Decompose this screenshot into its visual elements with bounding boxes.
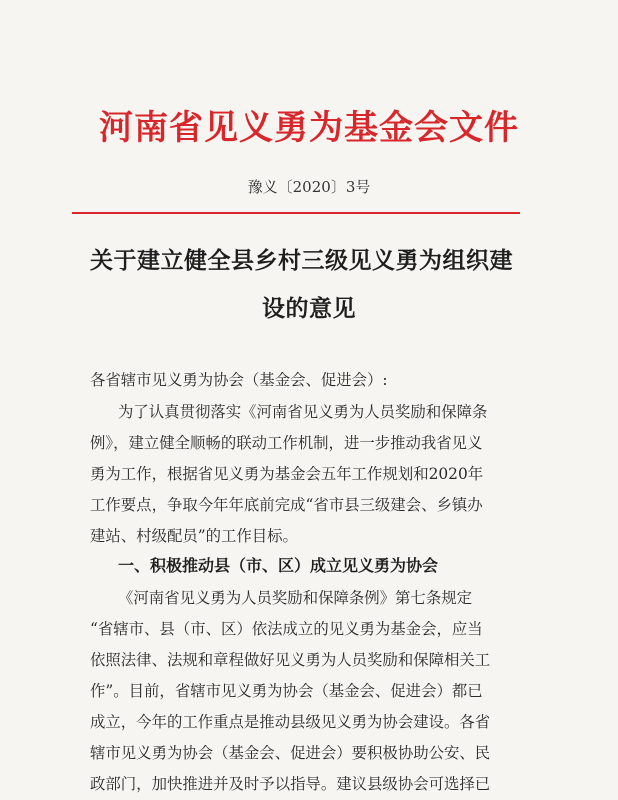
- intro-line: 为了认真贯彻落实《河南省见义勇为人员奖励和保障条: [118, 403, 488, 421]
- section1-line: “省辖市、县（市、区）依法成立的见义勇为基金会，应当: [90, 620, 483, 638]
- intro-line: 建站、村级配员”的工作目标。: [90, 527, 298, 545]
- section1-line: 依照法律、法规和章程做好见义勇为人员奖励和保障相关工: [90, 651, 491, 669]
- document-number: 豫义〔2020〕3号: [247, 178, 371, 196]
- section1-line: 作”。目前，省辖市见义勇为协会（基金会、促进会）都已: [90, 682, 483, 700]
- intro-line: 勇为工作，根据省见义勇为基金会五年工作规划和2020年: [90, 465, 484, 483]
- section1-line: 《河南省见义勇为人员奖励和保障条例》第七条规定: [118, 589, 472, 607]
- section1-line: 辖市见义勇为协会（基金会、促进会）要积极协助公安、民: [90, 744, 491, 762]
- document-title-line-2: 设的意见: [262, 295, 356, 322]
- section1-line: 政部门，加快推进并及时予以指导。建议县级协会可选择已: [90, 775, 491, 793]
- section-heading-1: 一、积极推动县（市、区）成立见义勇为协会: [118, 556, 439, 575]
- intro-line: 例》，建立健全顺畅的联动工作机制，进一步推动我省见义: [90, 434, 483, 452]
- red-divider-line: [72, 212, 520, 214]
- org-header-title: 河南省见义勇为基金会文件: [99, 108, 519, 148]
- section1-line: 成立，今年的工作重点是推动县级见义勇为协会建设。各省: [90, 713, 491, 731]
- document-title-line-1: 关于建立健全县乡村三级见义勇为组织建: [90, 247, 513, 274]
- salutation: 各省辖市见义勇为协会（基金会、促进会）:: [90, 371, 388, 389]
- intro-line: 工作要点，争取今年年底前完成“省市县三级建会、乡镇办: [90, 496, 483, 514]
